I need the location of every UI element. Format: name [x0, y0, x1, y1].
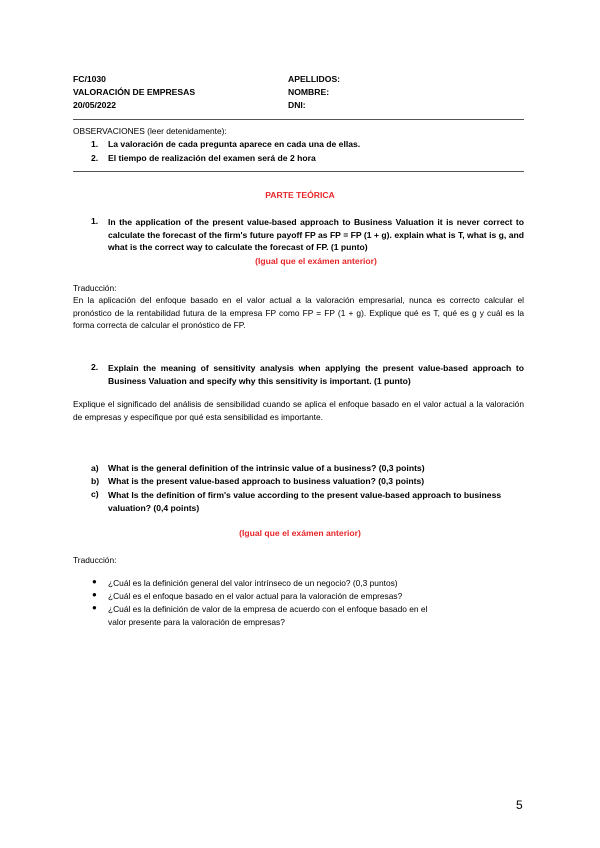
question1-text: In the application of the present value-based approach to Business Valuation it is never correct to calculate the forecast of the firm's future payoff FP as FP = FP (1 + g). explain what is T, what is g, and what is the correct way to calculate the forecast of FP. (1 punto) — [108, 217, 524, 252]
question1-note: (Igual que el exámen anterior) — [255, 256, 377, 266]
observations-title: OBSERVACIONES (leer detenidamente): — [73, 126, 227, 136]
apellidos-label: APELLIDOS: — [288, 74, 341, 84]
dni-label: DNI: — [288, 100, 306, 110]
observation-item-1: La valoración de cada pregunta aparece en cada una de ellas. — [108, 139, 361, 149]
bullet-icon: ● — [92, 590, 97, 599]
section-title: PARTE TEÓRICA — [265, 190, 335, 200]
observation-num-1: 1. — [91, 139, 99, 149]
nombre-label: NOMBRE: — [288, 87, 330, 97]
bullet-icon: ● — [92, 603, 97, 612]
page-number: 5 — [516, 798, 523, 812]
question3-item-b: What is the present value-based approach to business valuation? (0,3 points) — [108, 476, 425, 486]
question2-number: 2. — [91, 362, 99, 372]
question3-item-a: What is the general definition of the intrinsic value of a business? (0,3 points) — [108, 463, 425, 473]
observations-divider — [73, 171, 524, 172]
question1-translation-label: Traducción: — [73, 283, 117, 293]
exam-date: 20/05/2022 — [73, 100, 117, 110]
top-divider — [73, 119, 524, 120]
observation-item-2: El tiempo de realización del examen será de 2 hora — [108, 153, 316, 163]
question3-note: (Igual que el exámen anterior) — [239, 528, 361, 538]
course-name: VALORACIÓN DE EMPRESAS — [73, 87, 196, 97]
translation-bullet-1: ¿Cuál es la definición general del valor intrínseco de un negocio? (0,3 puntos) — [108, 578, 398, 588]
translation-bullet-3: ¿Cuál es la definición de valor de la empresa de acuerdo con el enfoque basado en el valor presente para la valoración de empresas? — [108, 604, 428, 627]
question3-translation-label: Traducción: — [73, 555, 117, 565]
bullet-icon: ● — [92, 577, 97, 586]
question2-translation: Explique el significado del análisis de sensibilidad cuando se aplica el enfoque basado en el valor actual a la valoración de empresas y especifique por qué esta sensibilidad es importante. — [73, 399, 524, 422]
question3-letter-b: b) — [91, 476, 100, 486]
question3-letter-a: a) — [91, 463, 99, 473]
observation-num-2: 2. — [91, 153, 99, 163]
question3-letter-c: c) — [91, 489, 99, 499]
question3-item-c: What Is the definition of firm's value according to the present value-based approach to business valuation? (0,4 points) — [108, 490, 502, 513]
question2-text: Explain the meaning of sensitivity analysis when applying the present value-based approach to Business Valuation and specify why this sensitivity is important. (1 punto) — [108, 363, 524, 386]
question1-number: 1. — [91, 216, 99, 226]
translation-bullet-2: ¿Cuál es el enfoque basado en el valor actual para la valoración de empresas? — [108, 591, 403, 601]
course-code: FC/1030 — [73, 74, 106, 84]
question1-translation: En la aplicación del enfoque basado en el valor actual a la valoración empresarial, nunca es correcto calcular el pronóstico de la rentabilidad futura de la empresa FP como FP = FP (1 + g). Explique qué es T, qué es g y cuál es la forma correcta de calcular el pronóstico de FP. — [73, 295, 524, 330]
